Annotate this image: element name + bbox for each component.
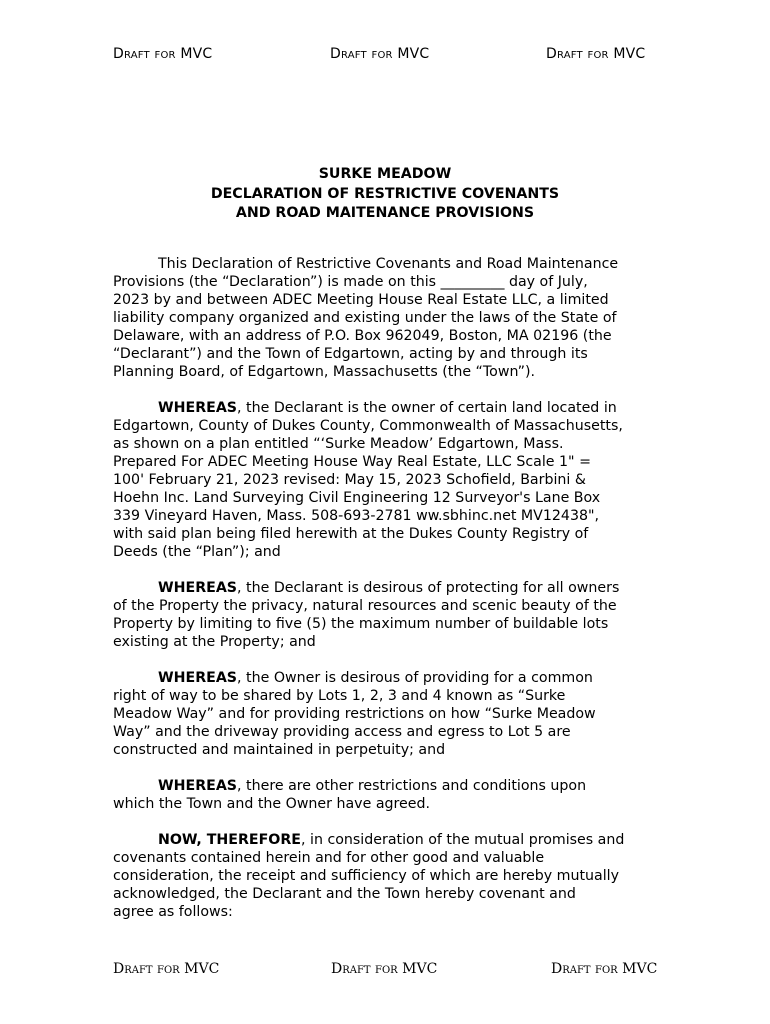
whereas-paragraph-4 — [113, 777, 661, 813]
paragraph-line: Planning Board, of Edgartown, Massachusetts (the “Town”). — [113, 364, 536, 380]
paragraph-lead-keyword: WHEREAS — [158, 580, 238, 596]
paragraph-line: Provisions (the “Declaration”) is made on this _________ day of July, — [113, 274, 588, 290]
whereas-paragraph-2 — [113, 579, 661, 651]
paragraph-line: liability company organized and existing under the laws of the State of — [113, 310, 617, 326]
paragraph-lead-keyword: WHEREAS — [158, 670, 238, 686]
page-header — [0, 46, 770, 66]
paragraph-line: agree as follows: — [113, 904, 233, 920]
paragraph-line: Delaware, with an address of P.O. Box 962049, Boston, MA 02196 (the — [113, 328, 612, 344]
paragraph-line: acknowledged, the Declarant and the Town hereby covenant and — [113, 886, 576, 902]
paragraph-first-line-text: , in consideration of the mutual promises and — [300, 832, 625, 848]
whereas-paragraph-1 — [113, 399, 661, 561]
title-line-1: SURKE MEADOW — [318, 166, 452, 182]
paragraph-line: Deeds (the “Plan”); and — [113, 544, 281, 560]
paragraph-first-line — [113, 399, 661, 417]
footer-right-draft-label: Draft for MVC — [551, 961, 658, 977]
paragraph-line: consideration, the receipt and sufficiency of which are hereby mutually — [113, 868, 620, 884]
paragraph-line: right of way to be shared by Lots 1, 2, 3 and 4 known as “Surke — [113, 688, 566, 704]
header-right-draft-label: Draft for MVC — [546, 46, 646, 62]
paragraph-line: as shown on a plan entitled “‘Surke Meadow’ Edgartown, Mass. — [113, 436, 564, 452]
title-line-3: AND ROAD MAITENANCE PROVISIONS — [235, 205, 535, 221]
footer-left-draft-label: Draft for MVC — [113, 961, 220, 977]
title-line-2: DECLARATION OF RESTRICTIVE COVENANTS — [210, 185, 560, 202]
paragraph-line: constructed and maintained in perpetuity; and — [113, 742, 446, 758]
paragraph-first-line — [113, 831, 661, 849]
document-title — [0, 165, 770, 224]
paragraph-line: 339 Vineyard Haven, Mass. 508-693-2781 ww.sbhinc.net MV12438", — [113, 508, 600, 524]
paragraph-line: Hoehn Inc. Land Surveying Civil Engineering 12 Surveyor's Lane Box — [113, 490, 601, 506]
header-center-draft-label: Draft for MVC — [330, 46, 430, 62]
paragraph-line: of the Property the privacy, natural resources and scenic beauty of the — [113, 598, 617, 614]
paragraph-line: Edgartown, County of Dukes County, Commonwealth of Massachusetts, — [113, 418, 623, 434]
paragraph-first-line-text: , the Declarant is the owner of certain land located in — [237, 400, 617, 416]
paragraph-line: which the Town and the Owner have agreed. — [113, 796, 431, 812]
paragraph-first-line — [113, 777, 661, 795]
paragraph-line: with said plan being filed herewith at the Dukes County Registry of — [113, 526, 589, 542]
paragraph-lead-keyword: WHEREAS — [158, 400, 238, 416]
paragraph-line: Prepared For ADEC Meeting House Way Real Estate, LLC Scale 1" = — [113, 454, 591, 470]
paragraph-line: 100' February 21, 2023 revised: May 15, 2023 Schofield, Barbini & — [113, 472, 586, 488]
paragraph-line: 2023 by and between ADEC Meeting House Real Estate LLC, a limited — [113, 292, 609, 308]
paragraph-line: covenants contained herein and for other good and valuable — [113, 850, 545, 866]
paragraph-first-line — [113, 579, 661, 597]
paragraph-line: Way” and the driveway providing access and egress to Lot 5 are — [113, 724, 571, 740]
paragraph-line: “Declarant”) and the Town of Edgartown, acting by and through its — [113, 346, 588, 362]
whereas-paragraph-3 — [113, 669, 661, 759]
paragraph-first-line-text: , the Declarant is desirous of protecting for all owners — [237, 580, 620, 596]
paragraph-line: Property by limiting to five (5) the maximum number of buildable lots — [113, 616, 609, 632]
paragraph-first-line-text: , the Owner is desirous of providing for a common — [237, 670, 593, 686]
paragraph-lead-keyword: WHEREAS — [158, 778, 238, 794]
page-footer — [0, 961, 770, 981]
paragraph-lead-keyword: NOW, THEREFORE — [158, 832, 301, 848]
header-left-draft-label: Draft for MVC — [113, 46, 213, 62]
document-body — [113, 255, 661, 939]
paragraph-line: This Declaration of Restrictive Covenants and Road Maintenance — [158, 256, 619, 272]
paragraph-line: Meadow Way” and for providing restrictions on how “Surke Meadow — [113, 706, 596, 722]
intro-paragraph — [113, 255, 661, 381]
paragraph-first-line — [113, 669, 661, 687]
paragraph-line: existing at the Property; and — [113, 634, 316, 650]
now-therefore-paragraph — [113, 831, 661, 921]
footer-center-draft-label: Draft for MVC — [331, 961, 438, 977]
paragraph-first-line-text: , there are other restrictions and conditions upon — [237, 778, 587, 794]
